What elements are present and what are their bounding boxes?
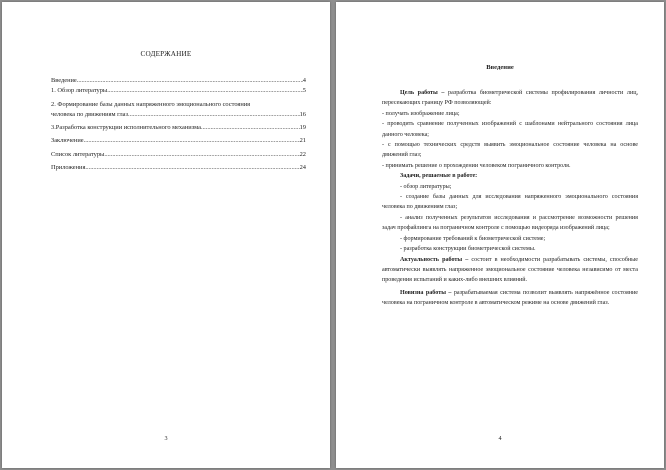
toc-entry: [51, 163, 306, 173]
relevance-label: Актуальность работы –: [400, 256, 469, 263]
toc-entry-page: 21: [299, 137, 306, 145]
list-item: - получать изображение лица;: [382, 110, 460, 117]
tasks-heading: Задачи, решаемые в работе:: [400, 173, 478, 180]
toc-entry-title: Введение: [51, 77, 77, 84]
list-item: - создание базы данных для исследования напряженного эмоционального состояния человека по движениям глаз;: [382, 194, 638, 211]
novelty-text: разрабатываемая система позволит выявлять напряжённое состояние человека на пограничном контроле в автоматическом режиме на основе движений глаз.: [382, 289, 638, 307]
toc-entry: [51, 86, 306, 96]
toc-entry: [51, 76, 306, 86]
toc-leader-dots: [107, 86, 303, 96]
list-item: - формирование требований к биометрической системе;: [400, 235, 546, 242]
toc-leader-dots: [201, 123, 300, 133]
novelty-paragraph: [382, 288, 638, 309]
list-item: - анализ полученных результатов исследования и рассмотрение возможности решения задач профайлинга на пограничном контроле с помощью видеоряда изображений лица;: [382, 214, 638, 232]
toc-entry-page: 16: [299, 110, 306, 118]
toc-entry: [51, 150, 306, 160]
goal-paragraph: [382, 88, 638, 109]
goal-text: разработка биометрической системы профилирования личности лиц, пересекающих границу РФ позволяющей:: [382, 90, 638, 107]
list-item: - разработка конструкции биометрической системы.: [400, 246, 536, 253]
toc-entry-page: 4: [302, 77, 306, 84]
goal-label: Цель работы –: [400, 90, 445, 96]
toc-title: СОДЕРЖАНИЕ: [140, 50, 192, 58]
page-number: 4: [498, 435, 502, 442]
document-page-left: [2, 2, 330, 468]
table-of-contents: [51, 76, 306, 173]
toc-entry-title: Приложения: [51, 164, 86, 172]
relevance-text: состоит в необходимости разрабатывать системы, способные автоматически выявлять напряженное эмоциональное состояние человека независимо от места проведения испытаний и каких-либо внешних влияний.: [382, 256, 638, 284]
toc-entry-title: Заключение: [51, 137, 84, 145]
list-item: - принимать решение о прохождении человеком пограничного контроля.: [382, 162, 571, 169]
toc-leader-dots: [104, 150, 299, 160]
toc-entry: [51, 136, 306, 146]
toc-entry-title: человека по движениям глаз: [51, 110, 129, 118]
page-number: 3: [164, 435, 168, 442]
toc-leader-dots: [77, 76, 303, 86]
toc-entry-title: 3.Разработка конструкции исполнительного механизма: [51, 124, 201, 132]
toc-entry: [51, 123, 306, 133]
section-body: [382, 88, 638, 309]
toc-entry-page: 19: [299, 124, 306, 132]
toc-leader-dots: [84, 136, 300, 146]
toc-entry-page: 5: [302, 87, 306, 95]
relevance-paragraph: [382, 255, 638, 286]
toc-leader-dots: [128, 110, 300, 120]
list-item: - с помощью технических средств выявить эмоциональное состояние человека на основе движений глаз;: [382, 142, 638, 159]
toc-entry: [51, 110, 306, 120]
list-item: - обзор литературы;: [400, 183, 452, 190]
novelty-label: Новизна работы –: [400, 289, 452, 296]
section-title: Введение: [486, 64, 514, 71]
toc-entry-title: 1. Обзор литературы: [51, 87, 108, 95]
document-page-right: [336, 2, 664, 468]
list-item: - проводить сравнение полученных изображений с шаблонами нейтрального состояния лица данного человека;: [382, 121, 638, 138]
toc-entry-page: 22: [299, 150, 306, 158]
toc-leader-dots: [85, 163, 299, 173]
toc-entry-title: Список литературы: [51, 150, 105, 158]
toc-entry-page: 24: [299, 164, 306, 172]
toc-entry-title-line1: 2. Формирование базы данных напряженного эмоционального состояния: [51, 100, 251, 108]
